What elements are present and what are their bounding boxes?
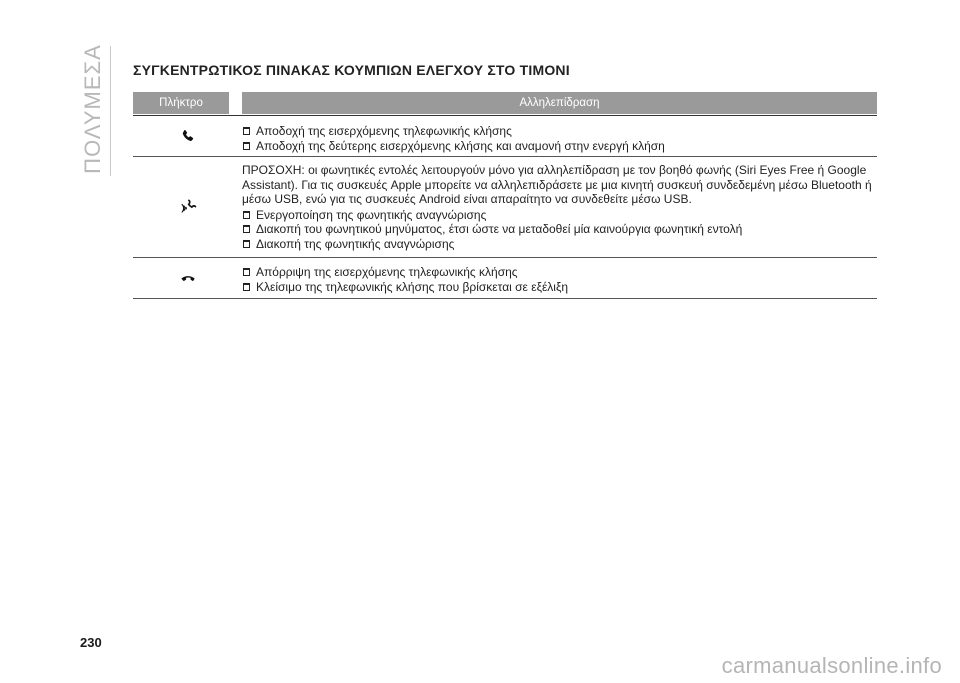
- list-item: Ενεργοποίηση της φωνητικής αναγνώρισης: [242, 208, 877, 223]
- list-item: Αποδοχή της δεύτερης εισερχόμενης κλήσης και αναμονή στην ενεργή κλήση: [242, 139, 877, 154]
- list-item: Απόρριψη της εισερχόμενης τηλεφωνικής κλήσης: [242, 265, 877, 280]
- list-item: Κλείσιμο της τηλεφωνικής κλήσης που βρίσκεται σε εξέλιξη: [242, 280, 877, 295]
- controls-table: [133, 92, 877, 299]
- section-title: ΣΥΓΚΕΝΤΡΩΤΙΚΟΣ ΠΙΝΑΚΑΣ ΚΟΥΜΠΙΩΝ ΕΛΕΓΧΟΥ ΣΤΟ ΤΙΜΟΝΙ: [133, 62, 570, 78]
- side-tab: [78, 40, 108, 178]
- checkbox-bullet-icon: [243, 211, 250, 219]
- interaction-cell: [242, 157, 877, 257]
- checkbox-bullet-icon: [243, 283, 250, 291]
- voice-command-icon: [178, 197, 198, 217]
- page-number: 230: [80, 635, 102, 650]
- table-row: [133, 116, 877, 157]
- list-item: Διακοπή της φωνητικής αναγνώρισης: [242, 237, 877, 252]
- notice-paragraph: ΠΡΟΣΟΧΗ: οι φωνητικές εντολές λειτουργούν μόνο για αλληλεπίδραση με τον βοηθό φωνής (Siri Eyes Free ή Google Assistant). Για τις συσκευές Apple μπορείτε να αλληλεπιδράσετε με μια κινητή συσκευή συνδεδεμένη μέσω Bluetooth ή μέσω USB, ενώ για τις συσκευές Android είναι απαραίτητο να συνδεθείτε μέσω USB.: [242, 163, 872, 206]
- phone-accept-icon: [180, 128, 196, 144]
- header-interaction: Αλληλεπίδραση: [242, 92, 877, 114]
- interaction-cell: [242, 258, 877, 298]
- phone-hangup-icon: [180, 272, 196, 284]
- checkbox-bullet-icon: [243, 127, 250, 135]
- interaction-cell: [242, 116, 877, 156]
- side-tab-label: ΠΟΛΥΜΕΣΑ: [80, 44, 105, 174]
- watermark: carmanualsonline.info: [721, 653, 942, 678]
- list-item: Διακοπή του φωνητικού μηνύματος, έτσι ώστε να μεταδοθεί μία καινούργια φωνητική εντολή: [242, 222, 877, 237]
- key-cell: [133, 157, 242, 257]
- list-item: Αποδοχή της εισερχόμενης τηλεφωνικής κλήσης: [242, 124, 877, 139]
- key-cell: [133, 116, 242, 156]
- checkbox-bullet-icon: [243, 142, 250, 150]
- key-cell: [133, 258, 242, 298]
- table-header: [133, 92, 877, 114]
- table-row: [133, 157, 877, 258]
- checkbox-bullet-icon: [243, 240, 250, 248]
- checkbox-bullet-icon: [243, 225, 250, 233]
- header-key: Πλήκτρο: [133, 92, 229, 114]
- table-row: [133, 258, 877, 299]
- side-divider: [110, 46, 111, 176]
- checkbox-bullet-icon: [243, 268, 250, 276]
